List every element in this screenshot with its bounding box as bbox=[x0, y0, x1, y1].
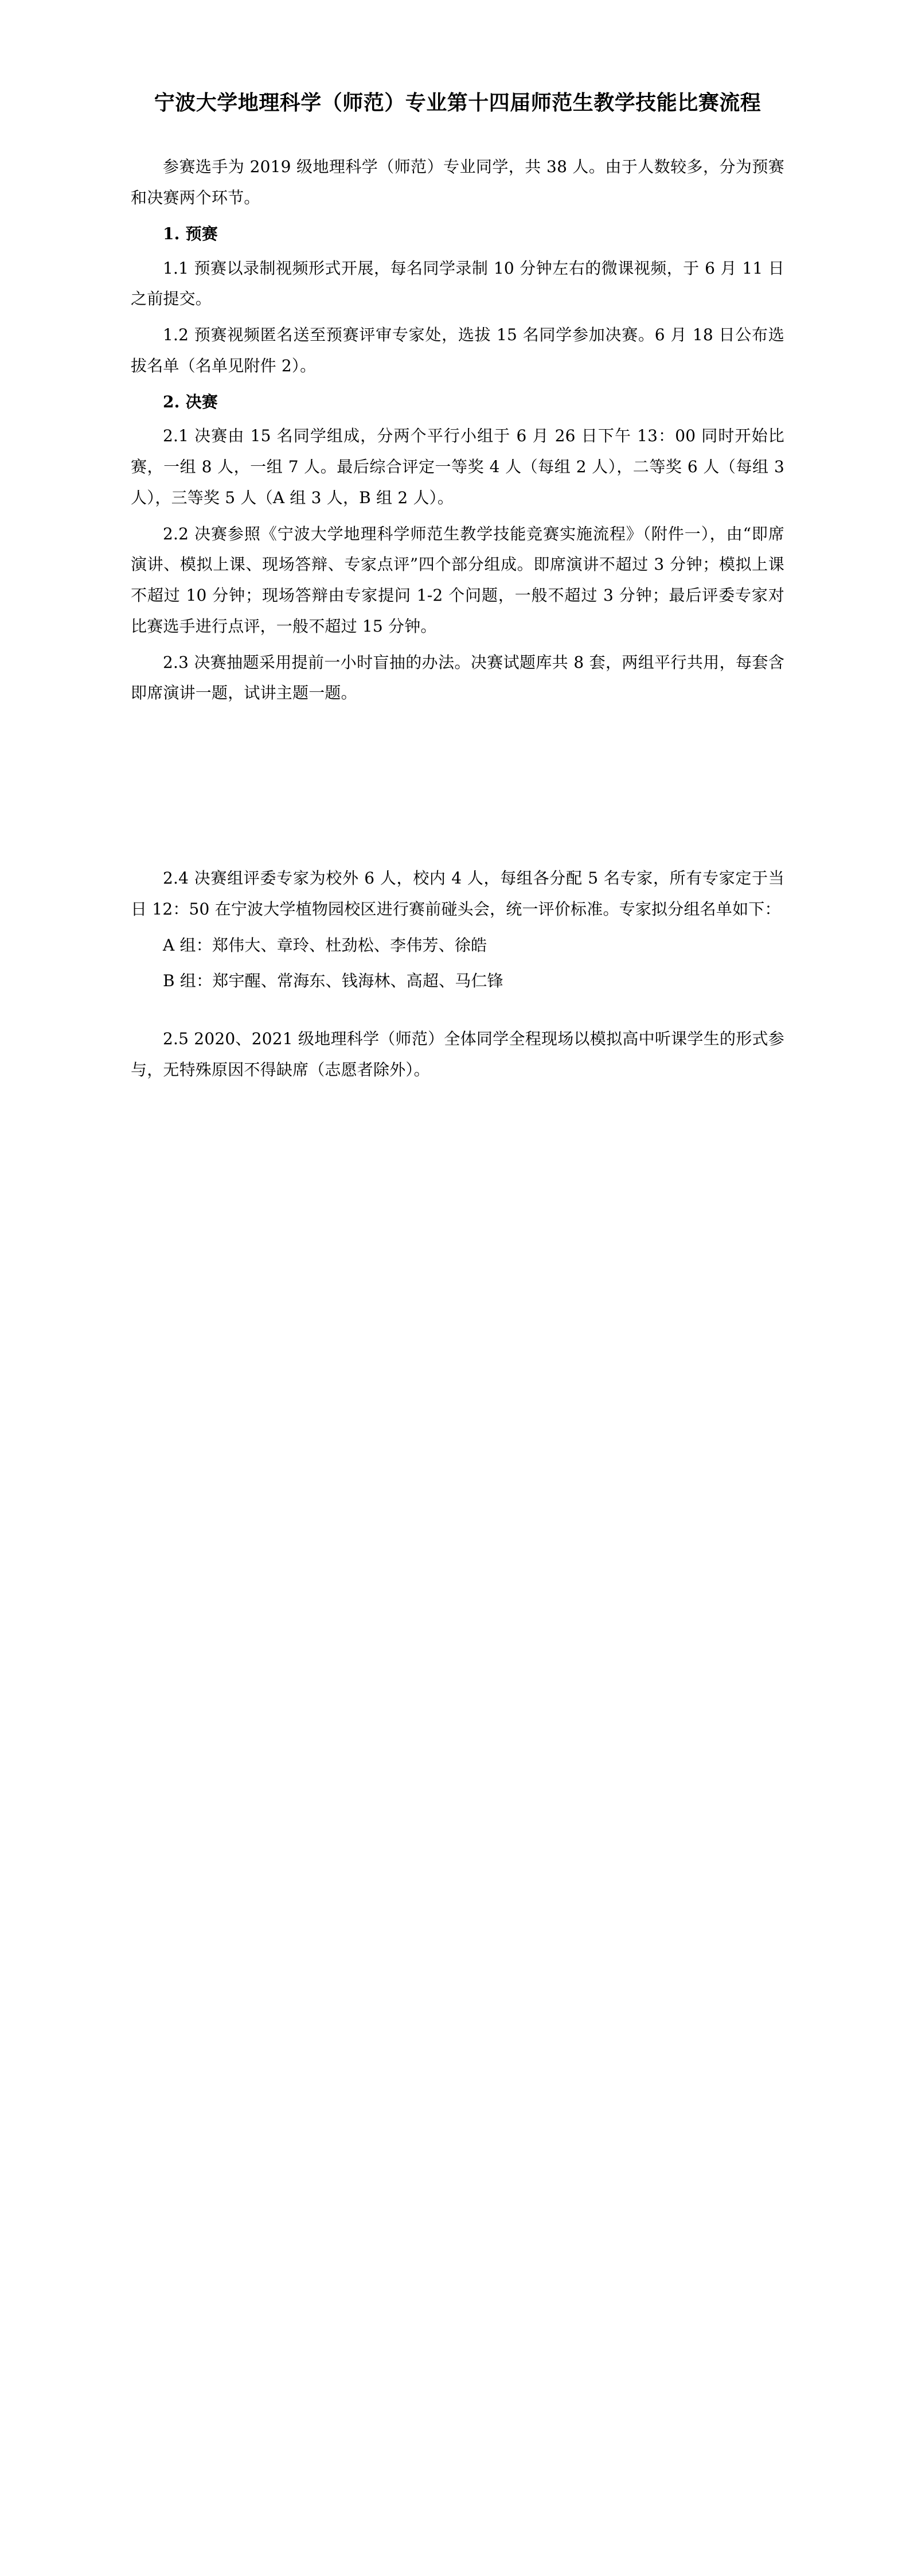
paragraph-2-2: 2.2 决赛参照《宁波大学地理科学师范生教学技能竞赛实施流程》（附件一），由“即席演讲、模拟上课、现场答辩、专家点评”四个部分组成。即席演讲不超过 3 分钟；模拟上课不超过 10 分钟；现场答辩由专家提问 1-2 个问题，一般不超过 3 分钟；最后评委专家对比赛选手进行点评，一般不超过 15 分钟。 bbox=[131, 524, 784, 636]
judge-group-b: B 组：郑宇醒、常海东、钱海林、高超、马仁锋 bbox=[163, 971, 503, 991]
paragraph-spacer bbox=[131, 1002, 784, 1024]
section-heading-preliminary: 1. 预赛 bbox=[163, 224, 218, 243]
paragraph-1-2: 1.2 预赛视频匿名送至预赛评审专家处，选拔 15 名同学参加决赛。6 月 18 日公布选拔名单（名单见附件 2）。 bbox=[131, 325, 784, 375]
document-body bbox=[131, 86, 784, 1091]
section-heading-final: 2. 决赛 bbox=[163, 392, 218, 411]
paragraph-2-4: 2.4 决赛组评委专家为校外 6 人，校内 4 人，每组各分配 5 名专家，所有专家定于当日 12：50 在宁波大学植物园校区进行赛前碰头会，统一评价标准。专家拟分组名单如下： bbox=[131, 869, 784, 919]
page-title: 宁波大学地理科学（师范）专业第十四届师范生教学技能比赛流程 bbox=[154, 91, 761, 115]
paragraph-intro: 参赛选手为 2019 级地理科学（师范）专业同学，共 38 人。由于人数较多，分为预赛和决赛两个环节。 bbox=[131, 157, 784, 208]
page-break-spacer bbox=[131, 714, 784, 863]
paragraph-2-5: 2.5 2020、2021 级地理科学（师范）全体同学全程现场以模拟高中听课学生的形式参与，无特殊原因不得缺席（志愿者除外）。 bbox=[131, 1029, 784, 1079]
judge-group-a: A 组：郑伟大、章玲、杜劲松、李伟芳、徐皓 bbox=[163, 935, 487, 955]
paragraph-1-1: 1.1 预赛以录制视频形式开展，每名同学录制 10 分钟左右的微课视频，于 6 月 11 日之前提交。 bbox=[131, 258, 784, 309]
paragraph-2-3: 2.3 决赛抽题采用提前一小时盲抽的办法。决赛试题库共 8 套，两组平行共用，每套含即席演讲一题，试讲主题一题。 bbox=[131, 652, 784, 703]
paragraph-2-1: 2.1 决赛由 15 名同学组成，分两个平行小组于 6 月 26 日下午 13：00 同时开始比赛，一组 8 人，一组 7 人。最后综合评定一等奖 4 人（每组 2 人），二等奖 6 人（每组 3 人），三等奖 5 人（A 组 3 人，B 组 2 人）。 bbox=[131, 426, 784, 507]
